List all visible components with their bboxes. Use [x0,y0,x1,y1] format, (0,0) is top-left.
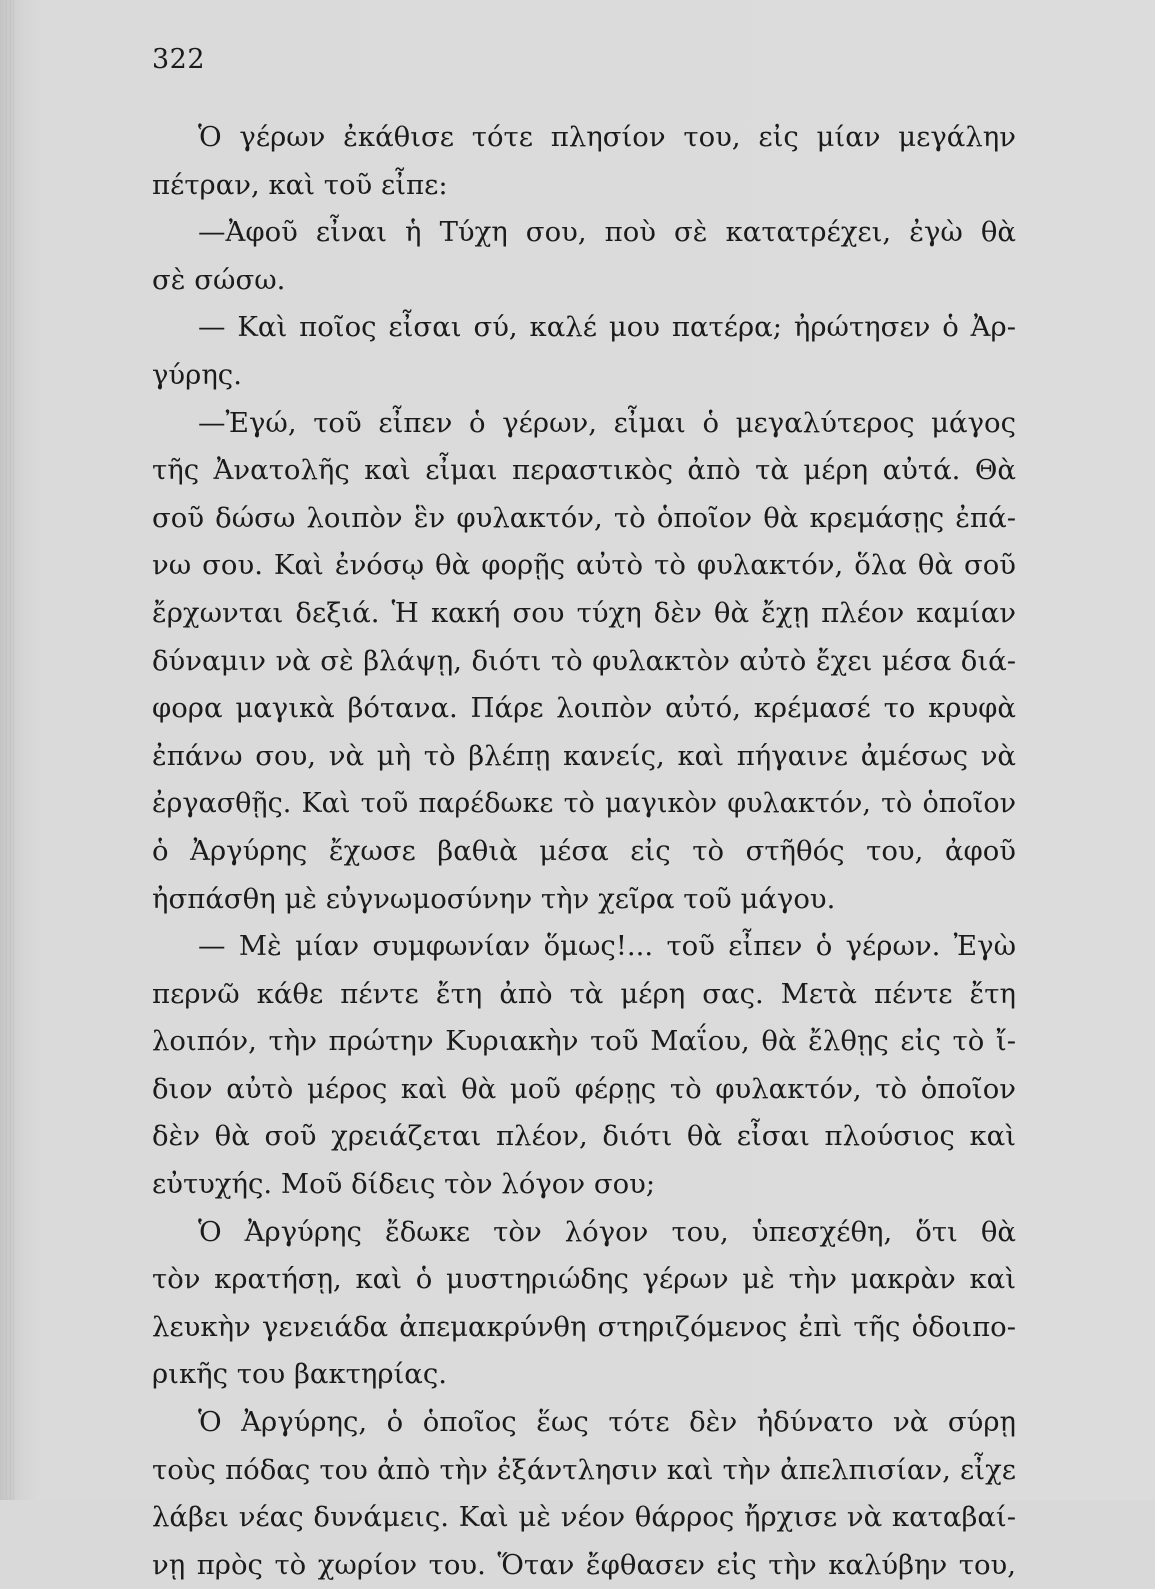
text-line: ἔρχωνται δεξιά. Ἡ κακή σου τύχη δὲν θὰ ἔχῃ πλέον καμίαν [152,596,1016,629]
text-line: νω σου. Καὶ ἐνόσῳ θὰ φορῇς αὐτὸ τὸ φυλακτόν, ὅλα θὰ σοῦ [152,549,1016,582]
text-line: Ὁ Ἀργύρης ἔδωκε τὸν λόγον του, ὑπεσχέθη, ὅτι θὰ [198,1215,1016,1248]
text-line: γύρης. [152,358,242,391]
text-line: Ὁ γέρων ἐκάθισε τότε πλησίον του, εἰς μίαν μεγάλην [198,121,1016,153]
text-line: —Ἀφοῦ εἶναι ἡ Τύχη σου, ποὺ σὲ κατατρέχει, ἐγὼ θὰ [198,216,1016,249]
text-line: ἐπάνω σου, νὰ μὴ τὸ βλέπῃ κανείς, καὶ πήγαινε ἀμέσως νὰ [152,739,1016,772]
text-line: σὲ σώσω. [152,263,286,296]
text-line: ὁ Ἀργύρης ἔχωσε βαθιὰ μέσα εἰς τὸ στῆθός του, ἀφοῦ [152,834,1016,867]
text-line: —Ἐγώ, τοῦ εἶπεν ὁ γέρων, εἶμαι ὁ μεγαλύτερος μάγος [198,406,1016,439]
page-edge-shadow [6,0,14,1500]
body-text [152,114,1016,1589]
text-line: Ὁ Ἀργύρης, ὁ ὁποῖος ἕως τότε δὲν ἠδύνατο νὰ σύρῃ [198,1406,1016,1439]
text-line: διον αὐτὸ μέρος καὶ θὰ μοῦ φέρῃς τὸ φυλακτόν, τὸ ὁποῖον [152,1072,1016,1105]
text-line: τῆς Ἀνατολῆς καὶ εἶμαι περαστικὸς ἀπὸ τὰ μέρη αὐτά. Θὰ [152,454,1016,487]
text-line: — Μὲ μίαν συμφωνίαν ὅμως!... τοῦ εἶπεν ὁ γέρων. Ἐγὼ [198,930,1016,963]
text-line: περνῶ κάθε πέντε ἔτη ἀπὸ τὰ μέρη σας. Μετὰ πέντε ἔτη [152,977,1016,1010]
text-line: λευκὴν γενειάδα ἀπεμακρύνθη στηριζόμενος ἐπὶ τῆς ὁδοιπο- [152,1310,1016,1343]
text-line: — Καὶ ποῖος εἶσαι σύ, καλέ μου πατέρα; ἠρώτησεν ὁ Ἀρ- [198,311,1016,344]
text-line: δὲν θὰ σοῦ χρειάζεται πλέον, διότι θὰ εἶσαι πλούσιος καὶ [152,1120,1016,1153]
text-line: εὐτυχής. Μοῦ δίδεις τὸν λόγον σου; [152,1168,656,1201]
text-line: ἠσπάσθη μὲ εὐγνωμοσύνην τὴν χεῖρα τοῦ μάγου. [152,882,836,915]
text-line: σοῦ δώσω λοιπὸν ἓν φυλακτόν, τὸ ὁποῖον θὰ κρεμάσῃς ἐπά- [152,501,1016,534]
text-line: πέτραν, καὶ τοῦ εἶπε: [152,168,448,201]
text-line: τὸν κρατήσῃ, καὶ ὁ μυστηριώδης γέρων μὲ τὴν μακρὰν καὶ [152,1263,1016,1296]
text-line: λάβει νέας δυνάμεις. Καὶ μὲ νέον θάρρος ἤρχισε νὰ καταβαί- [152,1501,1016,1534]
text-line: λοιπόν, τὴν πρώτην Κυριακὴν τοῦ Μαΐου, θὰ ἔλθῃς εἰς τὸ ἴ- [152,1025,1016,1058]
text-line: φορα μαγικὰ βότανα. Πάρε λοιπὸν αὐτό, κρέμασέ το κρυφὰ [152,692,1016,725]
text-line: νῃ πρὸς τὸ χωρίον του. Ὅταν ἔφθασεν εἰς τὴν καλύβην του, [152,1548,1016,1581]
text-line: ἐργασθῇς. Καὶ τοῦ παρέδωκε τὸ μαγικὸν φυλακτόν, τὸ ὁποῖον [152,788,1016,820]
page-number: 322 [152,44,206,75]
text-line: δύναμιν νὰ σὲ βλάψῃ, διότι τὸ φυλακτὸν αὐτὸ ἔχει μέσα διά- [152,644,1016,677]
text-line: ρικῆς του βακτηρίας. [152,1358,447,1391]
text-line: τοὺς πόδας του ἀπὸ τὴν ἐξάντλησιν καὶ τὴν ἀπελπισίαν, εἶχε [152,1453,1016,1486]
